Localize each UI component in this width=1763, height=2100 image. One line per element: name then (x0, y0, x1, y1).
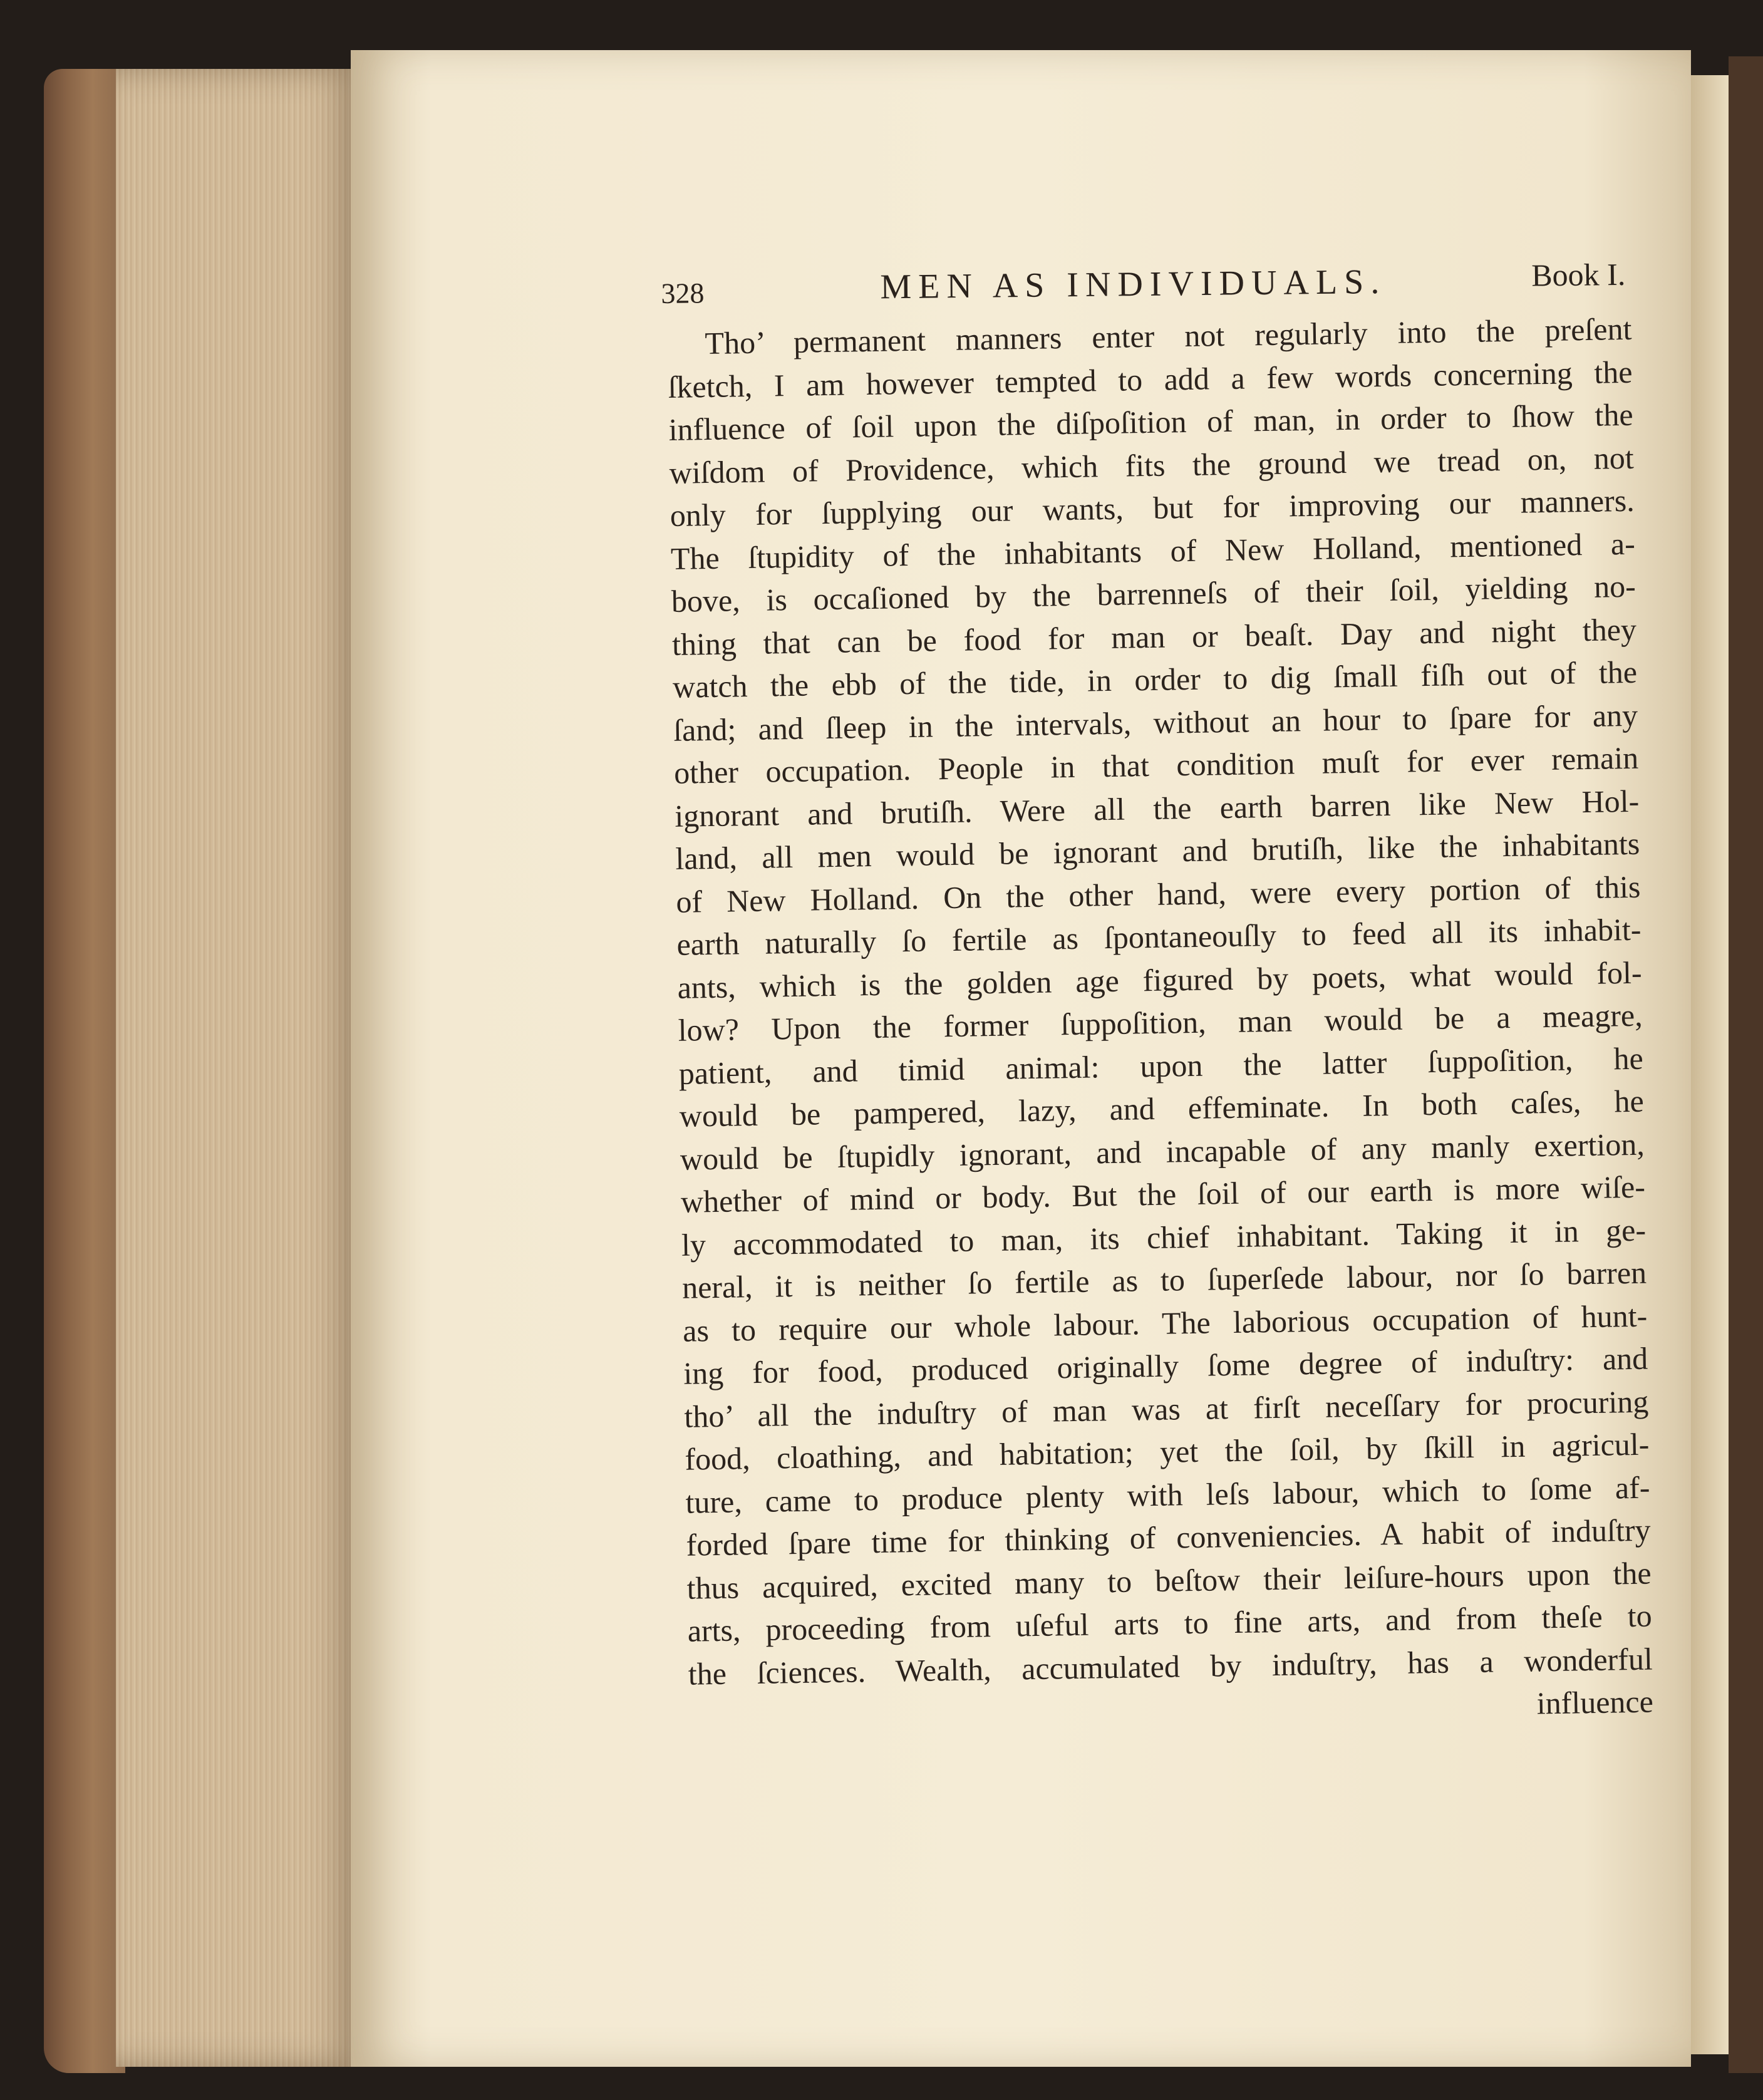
text-line: the ſciences. Wealth, accumulated by induſtry, has a wonderful (688, 1641, 1653, 1692)
text-line: earth naturally ſo fertile as ſpontaneouſly to feed all its inhabit- (676, 911, 1642, 962)
text-line: ſketch, I am however tempted to add a few words concerning the (668, 354, 1633, 405)
text-line: bove, is occaſioned by the barrenneſs of their ſoil, yielding no- (671, 568, 1636, 619)
text-line: would be pampered, lazy, and effeminate. In both caſes, he (679, 1083, 1645, 1134)
text-line: of New Holland. On the other hand, were every portion of this (676, 869, 1641, 919)
text-line: only for ſupplying our wants, but for improving our manners. (670, 482, 1635, 533)
text-line: arts, proceeding from uſeful arts to fine arts, and from theſe to (687, 1598, 1653, 1648)
text-line: patient, and timid animal: upon the latter ſuppoſition, he (678, 1040, 1644, 1091)
text-line: whether of mind or body. But the ſoil of our earth is more wiſe- (680, 1169, 1646, 1219)
text-line: Tho’ permanent manners enter not regularly into the preſent (705, 311, 1632, 361)
text-line: The ſtupidity of the inhabitants of New Holland, mentioned a- (670, 525, 1636, 576)
text-line: low? Upon the former ſuppoſition, man would be a meagre, (678, 997, 1643, 1048)
text-line: as to require our whole labour. The laborious occupation of hunt- (682, 1298, 1648, 1348)
text-line: watch the ebb of the tide, in order to dig ſmall fiſh out of the (672, 654, 1638, 705)
text-line: would be ſtupidly ignorant, and incapable of any manly exertion, (680, 1126, 1645, 1177)
page-number: 328 (661, 277, 705, 309)
text-line: ants, which is the golden age figured by poets, what would fol- (677, 954, 1642, 1005)
book-cover-left (44, 69, 125, 2073)
text-line: thing that can be food for man or beaſt. Day and night they (671, 611, 1637, 662)
text-line: ing for food, produced originally ſome degree of induſtry: and (683, 1340, 1648, 1391)
text-line: food, cloathing, and habitation; yet the ſoil, by ſkill in agricul- (685, 1426, 1650, 1477)
text-line: ly accommodated to man, its chief inhabitant. Taking it in ge- (681, 1212, 1647, 1263)
text-line: forded ſpare time for thinking of conveniencies. A habit of induſtry (686, 1512, 1651, 1563)
text-line: other occupation. People in that condition muſt for ever remain (673, 740, 1639, 790)
text-line: wiſdom of Providence, which fits the ground we tread on, not (669, 440, 1635, 490)
text-line: tho’ all the induſtry of man was at firſt neceſſary for procuring (683, 1384, 1649, 1434)
running-title: MEN AS INDIVIDUALS. (880, 262, 1387, 307)
text-line: land, all men would be ignorant and brutiſh, like the inhabitants (675, 825, 1640, 876)
text-line: ignorant and brutiſh. Were all the earth barren like New Hol- (674, 783, 1640, 834)
text-line: ſand; and ſleep in the intervals, without an hour to ſpare for any (673, 697, 1638, 748)
text-line: neral, it is neither ſo fertile as to ſuperſede labour, nor ſo barren (681, 1254, 1647, 1305)
body-text (667, 308, 1653, 1738)
text-line: ture, came to produce plenty with leſs labour, which to ſome af- (685, 1469, 1650, 1520)
text-line: thus acquired, excited many to beſtow their leiſure-hours upon the (686, 1555, 1652, 1606)
book-label: Book I. (1531, 256, 1626, 293)
catchword: influence (1536, 1684, 1654, 1721)
text-line: influence of ſoil upon the diſpoſition of man, in order to ſhow the (668, 396, 1633, 447)
book-cover-right (1729, 56, 1763, 2073)
page-edges (116, 69, 360, 2067)
